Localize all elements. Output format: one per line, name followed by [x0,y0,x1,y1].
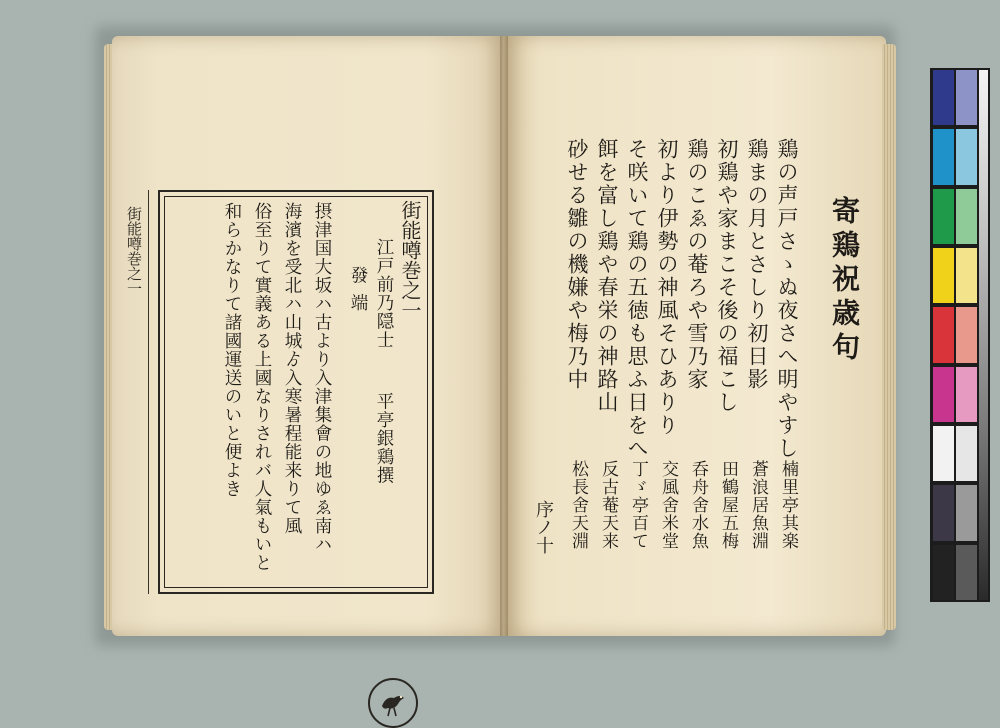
poet-6: 丁ゞ亭百て [628,460,648,550]
body-line-1: 摂津国大坂ハ古より入津集會の地ゆゑ南ハ [312,202,332,554]
color-chip [933,248,954,303]
color-checker [930,68,990,602]
color-chip [933,70,954,125]
poem-8: 砂せる雛の機嫌や梅乃中 [565,138,589,391]
poet-5: 交風舍米堂 [658,460,678,550]
chapter-frame [158,190,434,594]
folio-number: 序ノ十 [533,500,554,554]
side-label: 街能噂巻之一 [125,206,143,296]
author-line: 江戸前乃隠士 [374,238,394,349]
open-book [112,36,892,636]
poem-1: 鶏の声戸さゝぬ夜さへ明やすし [775,138,799,460]
author-name: 平亭銀鶏撰 [374,392,394,485]
chapter-title: 街能噂巻之一 [398,200,422,320]
poem-7: 餌を富し鶏や春栄の神路山 [595,138,619,414]
poet-1: 楠里亭其楽 [778,460,798,550]
body-line-3: 俗至りて實義ある上國なりされバ人氣もいと [252,202,272,572]
side-title-strip [120,196,150,586]
section-title: 發端 [348,266,368,321]
color-chip [933,545,954,600]
color-chip [956,307,977,362]
color-chip [956,248,977,303]
poem-heading: 寄鶏祝歳句 [828,196,861,366]
body-line-4: 和らかなりて諸國運送のいと便よき [222,202,242,498]
poem-2: 鶏まの月とさしり初日影 [745,138,769,391]
bird-seal-icon [368,678,418,728]
book-spine [500,36,508,636]
poet-8: 松長舍天淵 [568,460,588,550]
poem-3: 初鶏や家まこそ後の福こし [715,138,739,414]
color-chip [956,545,977,600]
poem-5: 初より伊勢の神風そひありり [655,138,679,437]
poem-6: そ咲いて鶏の五徳も思ふ日をへ [625,138,649,460]
color-chip [933,189,954,244]
color-chip [956,426,977,481]
poem-4: 鶏のこゑの菴ろや雪乃家 [685,138,709,391]
color-chip [956,485,977,540]
poet-4: 呑舟舍水魚 [688,460,708,550]
color-chip [933,129,954,184]
color-chip [956,367,977,422]
color-chip [956,129,977,184]
color-chip [933,307,954,362]
right-page-edges [882,44,896,630]
poet-2: 蒼浪居魚淵 [748,460,768,550]
poet-3: 田鶴屋五梅 [718,460,738,550]
poet-7: 反古菴天来 [598,460,618,550]
color-chip [933,485,954,540]
color-chip [933,426,954,481]
color-chip [956,189,977,244]
color-chip [933,367,954,422]
body-line-2: 海濱を受北ハ山城ゟ入寒暑程能来りて風 [282,202,302,535]
color-chip [956,70,977,125]
grey-strip [979,70,988,600]
